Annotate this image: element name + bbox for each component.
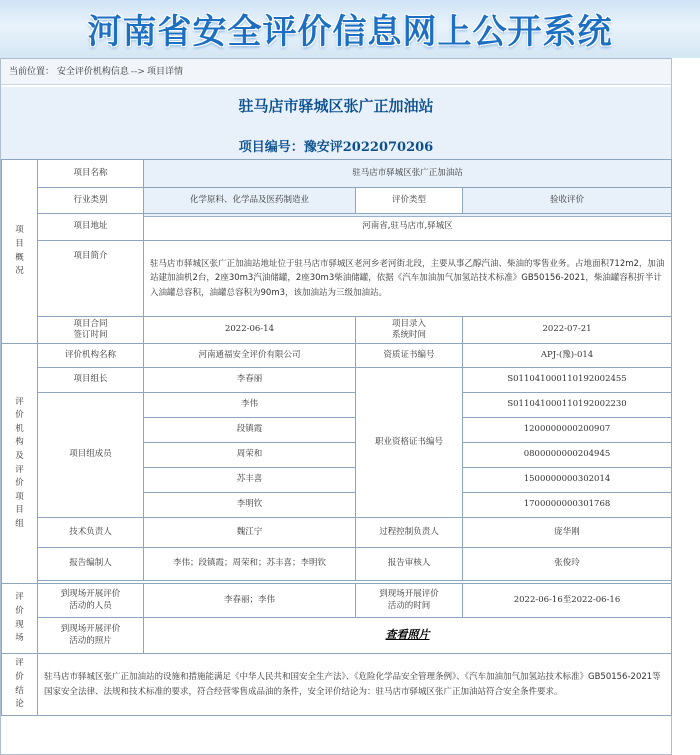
leader-name: 李春丽 <box>144 368 356 393</box>
member-cert: 1700000000301768 <box>463 493 672 518</box>
contract-date-value: 2022-06-14 <box>144 317 356 344</box>
member-cert: 1200000000200907 <box>463 418 672 443</box>
visit-people-label: 到现场开展评价 活动的人员 <box>38 584 144 618</box>
industry-label: 行业类别 <box>38 188 144 214</box>
breadcrumb-current: 项目详情 <box>146 67 183 77</box>
report-author-label: 报告编制人 <box>38 548 144 581</box>
agency-value: 河南通福安全评价有限公司 <box>144 344 356 368</box>
section-site-visit: 评价现场 <box>2 584 38 654</box>
breadcrumb-link-agency[interactable]: 安全评价机构信息 <box>56 67 129 77</box>
intro-label: 项目简介 <box>38 241 144 317</box>
report-reviewer-value: 张俊玲 <box>463 548 672 581</box>
industry-value: 化学原料、化学品及医药制造业 <box>144 188 356 214</box>
report-author-value: 李伟；段镇霞；周荣和；苏丰喜；李明钦 <box>144 548 356 581</box>
member-name: 段镇霞 <box>144 418 356 443</box>
eval-type-value: 验收评价 <box>463 188 672 214</box>
member-name: 李伟 <box>144 393 356 418</box>
project-code-label: 项目编号： <box>238 140 304 155</box>
site-title: 河南省安全评价信息网上公开系统 <box>87 12 613 52</box>
breadcrumb <box>1 59 671 85</box>
process-lead-label: 过程控制负责人 <box>356 518 463 548</box>
tech-lead-value: 魏江宁 <box>144 518 356 548</box>
member-name: 李明钦 <box>144 493 356 518</box>
members-label: 项目组成员 <box>38 393 144 518</box>
entry-date-label: 项目录入 系统时间 <box>356 317 463 344</box>
tech-lead-label: 技术负责人 <box>38 518 144 548</box>
breadcrumb-label: 当前位置： <box>9 67 55 77</box>
conclusion-text: 驻马店市驿城区张广正加油站的设施和措施能满足《中华人民共和国安全生产法》、《危险化学品安全管理条例》、《汽车加油加气加氢站技术标准》GB50156-2021等国家安全法律、法规和技术标准的要求，符合经营零售成品油的条件，安全评价结论为：驻马店市驿城区张广正加油站符合安全条件要求。 <box>38 654 672 716</box>
project-code-row <box>1 136 671 155</box>
section-overview: 项目概况 <box>2 160 38 344</box>
intro-value: 驻马店市驿城区张广正加油站地址位于驻马店市驿城区老河乡老河街北段，主要从事乙醇汽油、柴油的零售业务。占地面积712m2，加油站建加油机2台，2座30m3汽油储罐，2座30m3柴油储罐，依据《汽车加油加气加氢站技术标准》GB50156-2021，柴油罐容积折半计入油罐总容积，油罐总容积为90m3，该加油站为三级加油站。 <box>144 241 672 317</box>
member-cert: 1500000000302014 <box>463 468 672 493</box>
member-name: 周荣和 <box>144 443 356 468</box>
section-org: 评价机构及评价项目组 <box>2 344 38 584</box>
project-name-value: 驻马店市驿城区张广正加油站 <box>144 160 672 188</box>
project-name-label: 项目名称 <box>38 160 144 188</box>
visit-people-value: 李春丽；李伟 <box>144 584 356 618</box>
address-value: 河南省,驻马店市,驿城区 <box>144 214 672 241</box>
entry-date-value: 2022-07-21 <box>463 317 672 344</box>
section-conclusion: 评价结论 <box>2 654 38 716</box>
agency-label: 评价机构名称 <box>38 344 144 368</box>
site-banner <box>0 0 700 58</box>
project-code: 豫安评2022070206 <box>303 140 434 155</box>
project-detail-table <box>1 159 672 716</box>
qualification-label: 职业资格证书编号 <box>356 368 463 518</box>
visit-time-value: 2022-06-16至2022-06-16 <box>463 584 672 618</box>
member-cert: S011041000110192002230 <box>463 393 672 418</box>
project-title: 驻马店市驿城区张广正加油站 <box>238 97 434 115</box>
view-photos-link[interactable]: 查看照片 <box>385 628 430 642</box>
member-cert: 0800000000204945 <box>463 443 672 468</box>
eval-type-label: 评价类型 <box>356 188 463 214</box>
leader-cert: S011041000110192002455 <box>463 368 672 393</box>
visit-time-label: 到现场开展评价 活动的时间 <box>356 584 463 618</box>
process-lead-value: 庞华刚 <box>463 518 672 548</box>
report-reviewer-label: 报告审核人 <box>356 548 463 581</box>
breadcrumb-separator: --> <box>130 67 145 77</box>
cert-value: APJ-(豫)-014 <box>463 344 672 368</box>
cert-label: 资质证书编号 <box>356 344 463 368</box>
address-label: 项目地址 <box>38 214 144 241</box>
member-name: 苏丰喜 <box>144 468 356 493</box>
contract-date-label: 项目合同 签订时间 <box>38 317 144 344</box>
leader-label: 项目组长 <box>38 368 144 393</box>
visit-photo-cell <box>144 618 672 654</box>
visit-photo-label: 到现场开展评价 活动的照片 <box>38 618 144 654</box>
detail-frame <box>0 58 672 755</box>
